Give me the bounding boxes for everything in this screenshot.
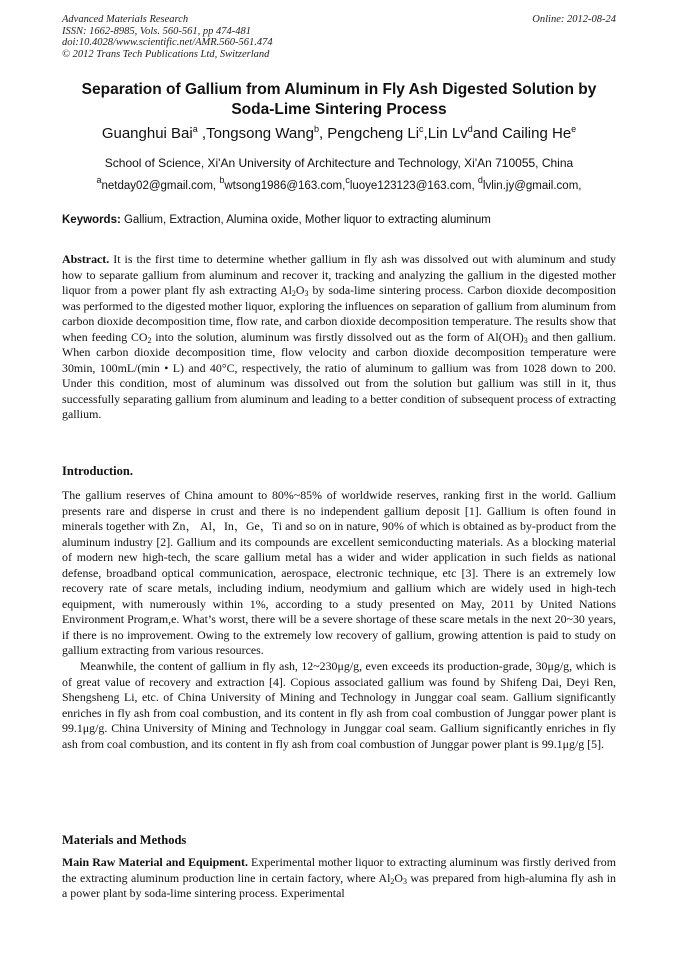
paragraph (62, 855, 616, 902)
email-mark: b (219, 175, 225, 185)
journal-name: Advanced Materials Research (62, 14, 189, 25)
abstract-text: O (295, 283, 305, 298)
author-mark: d (467, 124, 473, 134)
abstract-text: into the solution, aluminum was firstly dissolved out as the form of Al(OH) (151, 329, 524, 344)
author-name: Tongsong Wang (206, 125, 314, 142)
email-mark: c (345, 175, 350, 185)
author-mark: b (313, 124, 319, 134)
abstract (62, 252, 616, 423)
methods-text: O (394, 870, 403, 885)
methods-text: was prepared from high-alumina fly ash in a power plant by soda-lime sintering process. Experimental (62, 870, 616, 901)
author-mark: a (192, 124, 198, 134)
abstract-label: Abstract. (62, 252, 110, 266)
subscript: 2 (390, 876, 395, 886)
affiliation: School of Science, Xi'An University of Architecture and Technology, Xi'An 710055, China (104, 156, 574, 170)
author-separator: , (197, 125, 207, 142)
subscript: 3 (304, 289, 309, 299)
subscript: 2 (147, 335, 152, 345)
email-address: netday02@gmail.com, (101, 180, 220, 192)
author-name: Cailing He (501, 125, 572, 142)
email-address: luoye123123@163.com, (349, 180, 478, 192)
paper-title: Separation of Gallium from Aluminum in Fly Ash Digested Solution by Soda-Lime Sintering Process (81, 81, 597, 118)
email-address: wtsong1986@163.com, (224, 180, 346, 192)
introduction-heading: Introduction. (62, 464, 133, 478)
subscript: 3 (402, 876, 407, 886)
abstract-text: by soda-lime sintering process. Carbon dioxide decomposition was performed to the digested mother liquor, exploring the influences on separation of gallium from aluminum from carbon dioxide decomposition time, flow rate, and carbon dioxide decomposition temperature. The results show that when feeding CO (62, 283, 616, 344)
copyright-line: © 2012 Trans Tech Publications Ltd, Switzerland (62, 48, 270, 60)
email-address: lvlin.jy@gmail.com, (482, 180, 582, 192)
abstract-paragraph (62, 252, 616, 423)
journal-header (62, 14, 462, 60)
subscript: 2 (291, 289, 296, 299)
subsection-lead: Main Raw Material and Equipment. (62, 855, 248, 869)
author-separator: , (423, 125, 428, 142)
methods-heading: Materials and Methods (62, 833, 187, 847)
methods-text: Experimental mother liquor to extracting aluminum was firstly derived from the extracting aluminum production line in certain factory, where Al (62, 855, 616, 885)
author-mark: c (419, 124, 424, 134)
paragraph: The gallium reserves of China amount to 80%~85% of worldwide reserves, ranking first in the world. Gallium presents rare and disperse in crust and there is no independent gallium deposit [1]. Gallium is often found in minerals together with Zn， Al，In，Ge，Ti and so on in nature, 90% of which is obtained as by-product from the aluminum industry [2]. Gallium and its compounds are excellent semiconducting materials. As a blocking material of modern new high-tech, the scare gallium metal has a wider and wider application in such fields as national defense, broadband optical communication, aerospace, electronic technique, etc [3]. There is an extremely low recovery rate of scare metals, including indium, neodymium and gallium which are widely used in high-tech equipment, with numerously within 1%, according to a study presented on May, 2011 by United Nations Environment Program,e. What’s worst, there will be a severe shortage of these scare metals in the next 20~30 years, if there is no improvement. Owing to the extremely low recovery of gallium, growing attention is paid to study on gallium extracting from various resources. (62, 488, 616, 658)
methods-body (62, 855, 616, 902)
author-name: Guanghui Bai (101, 125, 193, 142)
paragraph: Meanwhile, the content of gallium in fly ash, 12~230μg/g, even exceeds its production-grade, 30μg/g, which is of great value of recovery and extraction [4]. Copious associated gallium was found by Shifeng Dai, Deyi Ren, Shengsheng Li, etc. of China University of Mining and Technology in Junggar coal seam. Gallium significantly enriches in fly ash from coal combustion, and its content in fly ash from coal combustion of Junggar power plant is 99.1μg/g. China University of Mining and Technology in Junggar coal seam. Gallium significantly enriches in fly ash from coal combustion, and its content in fly ash from coal combustion of Junggar power plant is 99.1μg/g [5]. (62, 659, 616, 751)
introduction-body (62, 488, 616, 752)
author-name: Lin Lv (427, 125, 468, 142)
author-separator: and (472, 125, 502, 142)
email-mark: a (96, 175, 102, 185)
author-list (40, 125, 638, 143)
online-date: Online: 2012-08-24 (532, 14, 616, 25)
author-separator: , (318, 125, 328, 142)
subscript: 3 (523, 335, 528, 345)
keywords (62, 213, 616, 228)
doi-line: doi:10.4028/www.scientific.net/AMR.560-561.474 (62, 37, 273, 48)
keywords-text: Gallium, Extraction, Alumina oxide, Mother liquor to extracting aluminum (120, 214, 491, 226)
keywords-label: Keywords: (62, 214, 121, 226)
abstract-text: It is the first time to determine whether gallium in fly ash was dissolved out with aluminum and study how to separate gallium from aluminum and recover it, tracking and analyzing the gallium in the digested mother liquor from a power plant fly ash extracting Al (62, 252, 616, 298)
abstract-text: and then gallium. When carbon dioxide decomposition time, flow velocity and carbon dioxide decomposition temperature were 30min, 100mL/(min • L) and 40°C, respectively, the ratio of aluminum to gallium was from 1028 down to 200. Under this condition, most of aluminum was dissolved out from the solution but gallium was still in it, thus successfully separating gallium from aluminum and leading to a better condition of subsequent process of extracting gallium. (62, 329, 617, 422)
issn-line: ISSN: 1662-8985, Vols. 560-561, pp 474-481 (62, 25, 251, 37)
author-name: Pengcheng Li (327, 125, 420, 142)
email-mark: d (477, 175, 483, 185)
author-mark: e (571, 124, 577, 134)
email-list (40, 175, 638, 194)
